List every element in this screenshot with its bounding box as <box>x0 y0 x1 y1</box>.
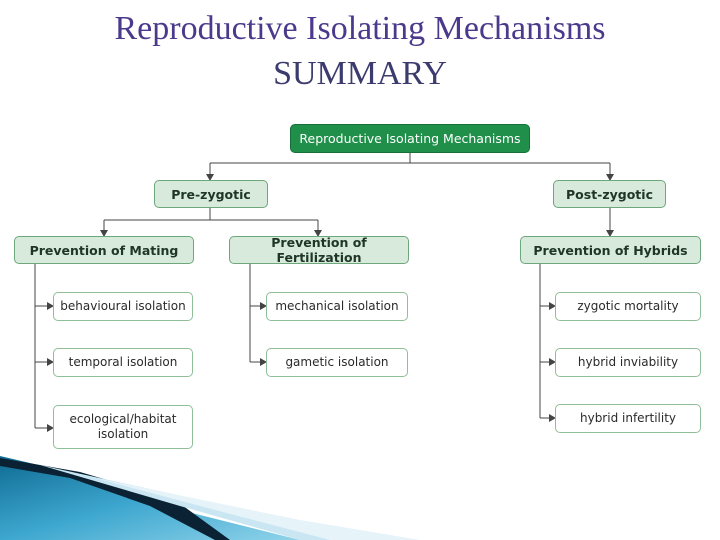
leaf-zygotic-mortality: zygotic mortality <box>555 292 701 321</box>
root-node: Reproductive Isolating Mechanisms <box>290 124 530 153</box>
leaf-gametic-isolation: gametic isolation <box>266 348 408 377</box>
leaf-hybrid-inviability: hybrid inviability <box>555 348 701 377</box>
leaf-hybrid-infertility: hybrid infertility <box>555 404 701 433</box>
prevention-of-hybrids-node: Prevention of Hybrids <box>520 236 701 264</box>
leaf-temporal-isolation: temporal isolation <box>53 348 193 377</box>
post-zygotic-node: Post-zygotic <box>553 180 666 208</box>
prevention-of-mating-node: Prevention of Mating <box>14 236 194 264</box>
leaf-behavioural-isolation: behavioural isolation <box>53 292 193 321</box>
pre-zygotic-node: Pre-zygotic <box>154 180 268 208</box>
slide-title: Reproductive Isolating Mechanisms <box>114 10 606 47</box>
slide-subtitle: SUMMARY <box>273 55 447 92</box>
prevention-of-fertilization-node: Prevention of Fertilization <box>229 236 409 264</box>
leaf-mechanical-isolation: mechanical isolation <box>266 292 408 321</box>
leaf-ecological-habitat-isolation: ecological/habitat isolation <box>53 405 193 449</box>
